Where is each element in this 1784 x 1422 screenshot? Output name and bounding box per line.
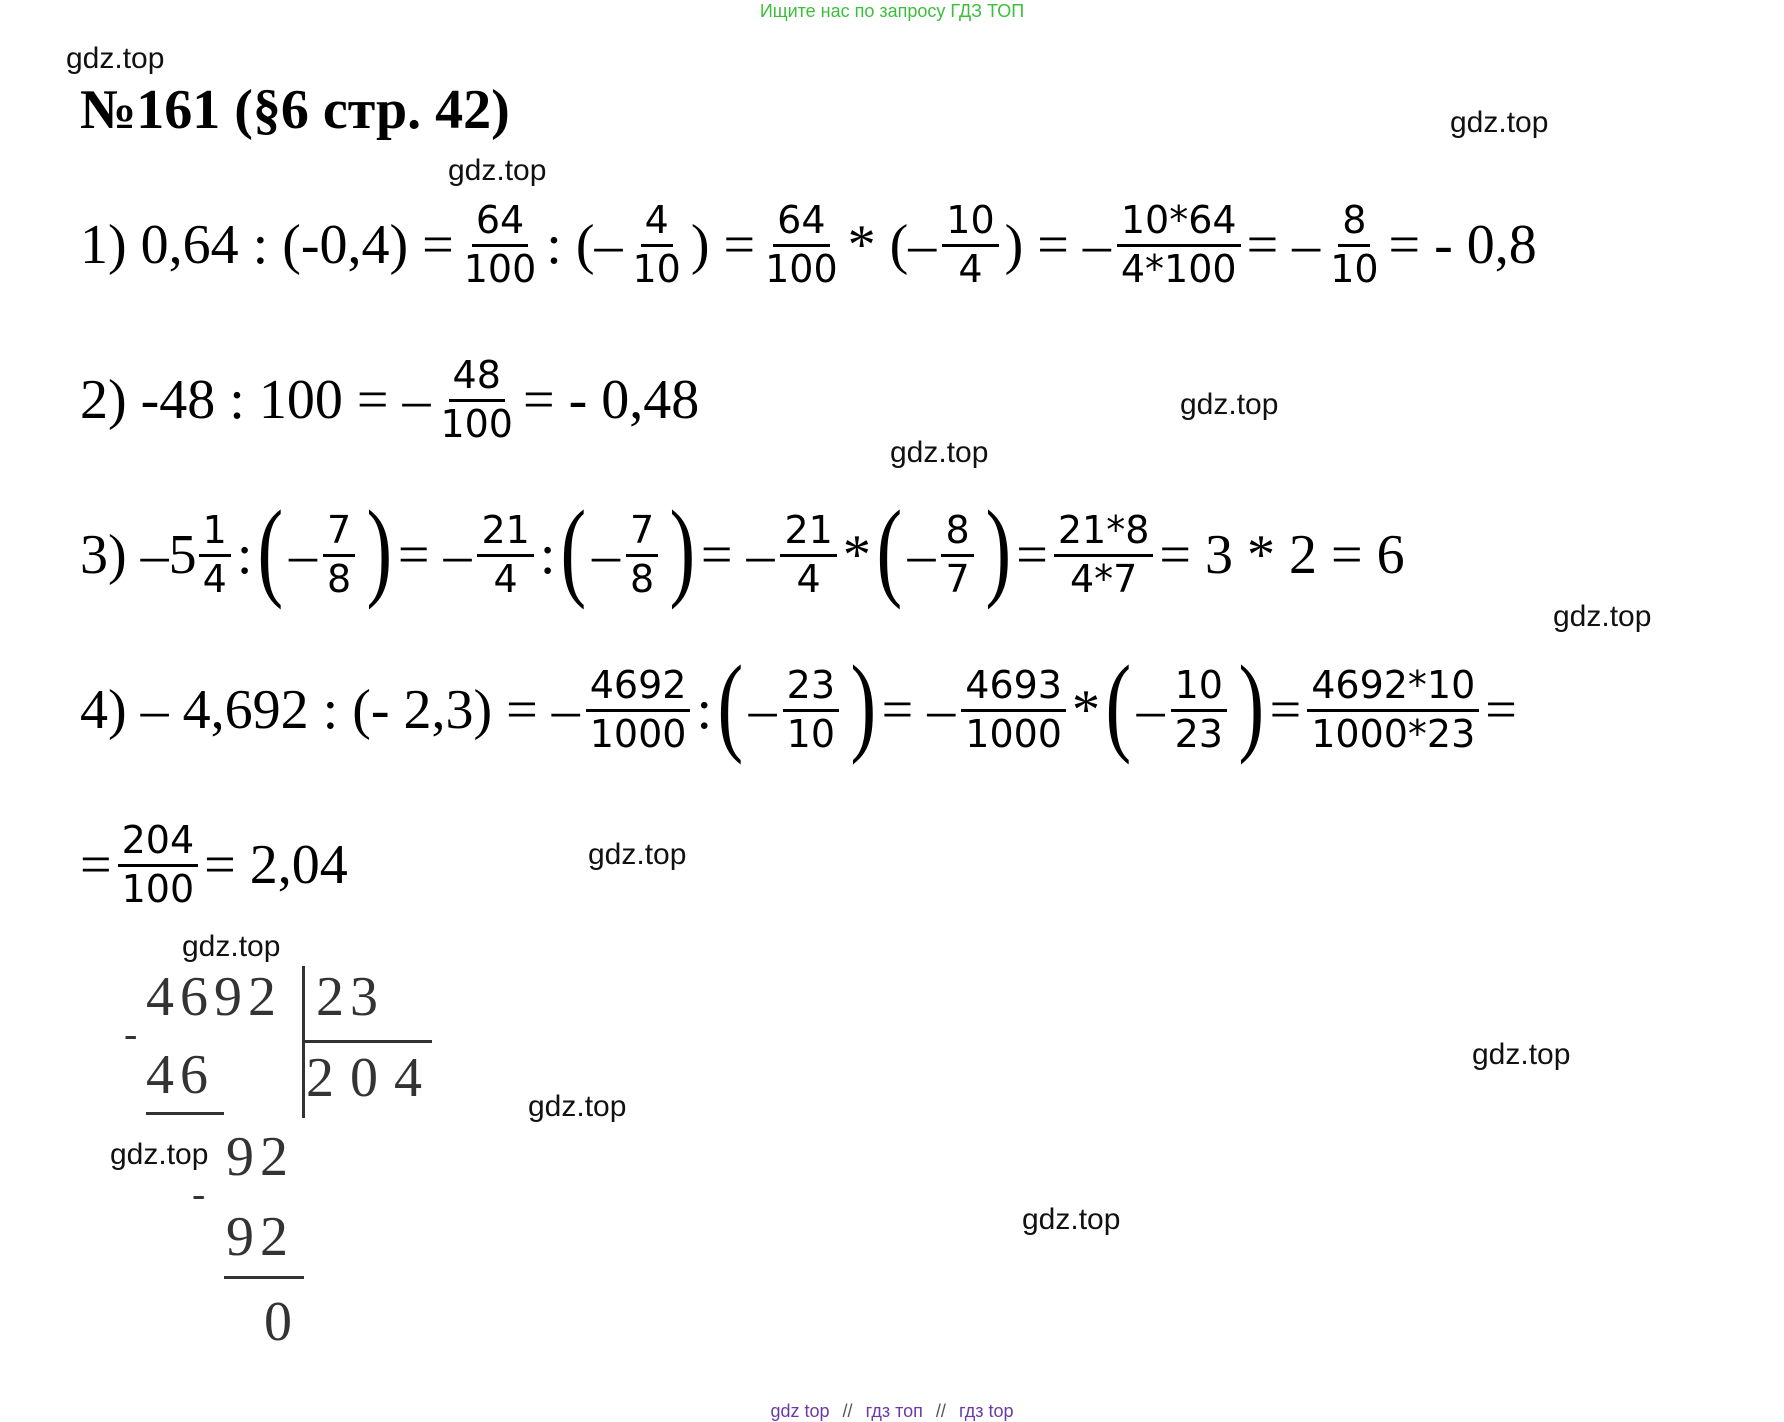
equation-text: – xyxy=(592,524,621,586)
watermark: gdz.top xyxy=(1022,1203,1121,1236)
denominator: 8 xyxy=(630,556,655,601)
equation-text: = xyxy=(1485,679,1517,741)
division-horizontal-line xyxy=(304,1040,432,1043)
numerator: 4693 xyxy=(961,663,1066,712)
paren-left: ( xyxy=(717,643,744,765)
minus-sign: - xyxy=(192,1171,206,1216)
watermark: gdz.top xyxy=(528,1090,627,1123)
numerator: 8 xyxy=(941,508,973,557)
numerator: 23 xyxy=(783,663,839,712)
division-underline xyxy=(146,1112,224,1115)
denominator: 1000*23 xyxy=(1311,711,1476,756)
fraction xyxy=(477,508,533,602)
equation-text: * xyxy=(1071,679,1100,741)
fraction xyxy=(323,508,355,602)
division-remainder: 0 xyxy=(264,1291,298,1353)
numerator: 204 xyxy=(118,818,199,867)
denominator: 100 xyxy=(121,866,195,911)
paren-left: ( xyxy=(1105,643,1132,765)
footer-separator: // xyxy=(935,1401,946,1421)
numerator: 7 xyxy=(626,508,658,557)
fraction xyxy=(1054,508,1154,602)
equation-text: = xyxy=(80,834,112,896)
equation-text: = xyxy=(1016,524,1048,586)
division-dividend: 4692 xyxy=(146,966,282,1028)
division-divisor: 23 xyxy=(316,966,384,1028)
fraction xyxy=(199,508,231,602)
fraction xyxy=(1307,663,1479,757)
fraction xyxy=(761,198,842,292)
minus-sign: - xyxy=(124,1011,138,1056)
equation-text: – xyxy=(1136,679,1165,741)
equation-label: 2) xyxy=(80,369,127,431)
numerator: 4692 xyxy=(586,663,691,712)
denominator: 4 xyxy=(493,556,518,601)
equation-text: 0,64 : (-0,4) = xyxy=(140,214,454,276)
watermark: gdz.top xyxy=(1180,388,1279,421)
equation-text: = – xyxy=(881,679,956,741)
banner-text: Ищите нас по запросу ГДЗ ТОП xyxy=(759,1,1025,21)
watermark: gdz.top xyxy=(1472,1038,1571,1071)
fraction xyxy=(460,198,541,292)
equation-result: = 3 * 2 = 6 xyxy=(1159,524,1405,586)
denominator: 7 xyxy=(945,556,970,601)
watermark: gdz.top xyxy=(66,42,165,75)
watermark: gdz.top xyxy=(448,154,547,187)
equation-text: = – xyxy=(700,524,775,586)
equation-text: : xyxy=(236,524,253,586)
fraction xyxy=(783,663,839,757)
equation-text: = xyxy=(1269,679,1302,741)
numerator: 8 xyxy=(1338,198,1370,247)
denominator: 4 xyxy=(796,556,821,601)
denominator: 10 xyxy=(786,711,836,756)
paren-right: ) xyxy=(985,488,1011,610)
top-banner xyxy=(0,1,1784,22)
equation-text: = – xyxy=(397,524,472,586)
footer-link[interactable]: gdz top xyxy=(770,1401,830,1421)
numerator: 10*64 xyxy=(1117,198,1241,247)
equation-text: : (– xyxy=(546,214,623,276)
denominator: 23 xyxy=(1174,711,1223,756)
denominator: 100 xyxy=(440,401,513,446)
fraction xyxy=(118,818,199,912)
page-title: №161 (§6 стр. 42) xyxy=(80,79,510,141)
equation-label: 4) xyxy=(80,679,127,741)
fraction xyxy=(1117,198,1241,292)
footer-link[interactable]: гдз top xyxy=(958,1401,1014,1421)
denominator: 1000 xyxy=(589,711,687,756)
equation-text: : xyxy=(539,524,556,586)
equation-text: * (– xyxy=(847,214,937,276)
division-quotient: 204 xyxy=(306,1047,438,1109)
division-step: 46 xyxy=(146,1044,214,1106)
watermark: gdz.top xyxy=(588,838,687,871)
fraction xyxy=(942,198,998,292)
equation-text: – 4,692 : (- 2,3) = – xyxy=(140,679,580,741)
paren-right: ) xyxy=(1238,643,1265,765)
paren-right: ) xyxy=(669,488,696,610)
numerator: 64 xyxy=(773,198,829,247)
equation-text: – xyxy=(289,524,318,586)
watermark: gdz.top xyxy=(1450,106,1549,139)
footer-link[interactable]: гдз топ xyxy=(865,1401,923,1421)
paren-left: ( xyxy=(876,488,902,610)
equation-text: – xyxy=(907,524,936,586)
denominator: 8 xyxy=(327,556,352,601)
equation-result: = 2,04 xyxy=(204,834,348,896)
equation-text: ) = – xyxy=(1004,214,1111,276)
numerator: 7 xyxy=(323,508,355,557)
equation-line-5 xyxy=(80,810,348,920)
fraction xyxy=(1171,663,1227,757)
equation-result: = - 0,48 xyxy=(522,369,700,431)
footer xyxy=(0,1401,1784,1422)
watermark: gdz.top xyxy=(182,930,281,963)
equation-line-2 xyxy=(80,345,699,455)
equation-label: 3) xyxy=(80,524,127,586)
paren-left: ( xyxy=(257,488,284,610)
numerator: 21*8 xyxy=(1054,508,1154,557)
numerator: 64 xyxy=(472,198,528,247)
division-underline xyxy=(224,1276,304,1279)
denominator: 4 xyxy=(202,556,227,601)
equation-line-4 xyxy=(80,643,1517,765)
equation-line-1 xyxy=(80,190,1537,300)
denominator: 100 xyxy=(765,246,838,291)
fraction xyxy=(586,663,691,757)
numerator: 48 xyxy=(449,353,505,402)
numerator: 21 xyxy=(780,508,836,557)
watermark: gdz.top xyxy=(890,436,989,469)
fraction xyxy=(1326,198,1382,292)
paren-left: ( xyxy=(560,488,587,610)
equation-text: ) = xyxy=(690,214,756,276)
paren-right: ) xyxy=(850,643,877,765)
fraction xyxy=(626,508,658,602)
fraction xyxy=(629,198,685,292)
equation-text: = – xyxy=(1246,214,1321,276)
denominator: 1000 xyxy=(965,711,1062,756)
numerator: 1 xyxy=(199,508,231,557)
numerator: 21 xyxy=(477,508,533,557)
numerator: 10 xyxy=(1171,663,1227,712)
equation-text: * xyxy=(842,524,871,586)
denominator: 10 xyxy=(632,246,681,291)
division-step: 92 xyxy=(226,1206,294,1268)
numerator: 4 xyxy=(641,198,673,247)
division-step: 92 xyxy=(226,1126,294,1188)
equation-label: 1) xyxy=(80,214,127,276)
footer-separator: // xyxy=(842,1401,853,1421)
fraction xyxy=(961,663,1066,757)
fraction xyxy=(941,508,973,602)
numerator: 10 xyxy=(942,198,998,247)
denominator: 10 xyxy=(1330,246,1379,291)
paren-right: ) xyxy=(366,488,393,610)
equation-text: – xyxy=(748,679,777,741)
numerator: 4692*10 xyxy=(1307,663,1479,712)
denominator: 4*7 xyxy=(1069,556,1138,601)
equation-text: –5 xyxy=(140,524,197,586)
watermark: gdz.top xyxy=(1553,600,1652,633)
denominator: 4 xyxy=(958,246,983,291)
watermark: gdz.top xyxy=(110,1138,209,1171)
denominator: 100 xyxy=(463,246,537,291)
fraction xyxy=(436,353,517,447)
equation-line-3 xyxy=(80,488,1405,610)
equation-text: -48 : 100 = – xyxy=(140,369,431,431)
equation-text: : xyxy=(696,679,713,741)
fraction xyxy=(780,508,836,602)
denominator: 4*100 xyxy=(1120,246,1237,291)
equation-result: = - 0,8 xyxy=(1388,214,1537,276)
